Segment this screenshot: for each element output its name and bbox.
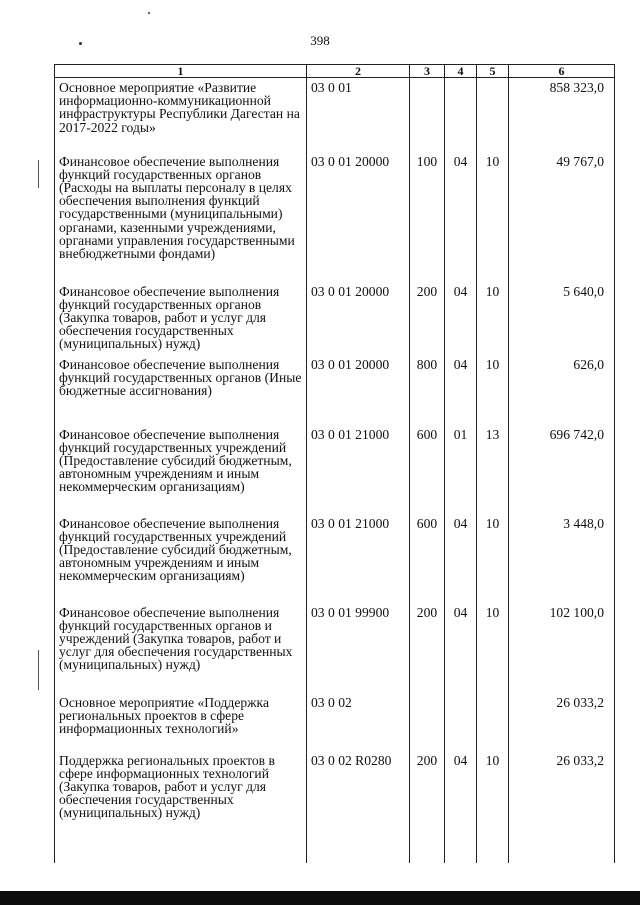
column-header-amount: 6 bbox=[509, 65, 615, 78]
column-header-pr: 5 bbox=[477, 65, 509, 78]
row-amount: 626,0 bbox=[509, 355, 615, 425]
row-section bbox=[445, 693, 477, 751]
table-row bbox=[55, 355, 615, 425]
row-amount: 5 640,0 bbox=[509, 282, 615, 355]
row-expense-type: 200 bbox=[410, 282, 445, 355]
row-section: 04 bbox=[445, 355, 477, 425]
row-subsection: 10 bbox=[477, 152, 509, 282]
row-amount: 696 742,0 bbox=[509, 425, 615, 514]
page-number: 398 bbox=[310, 33, 330, 48]
row-section: 04 bbox=[445, 282, 477, 355]
table-row bbox=[55, 425, 615, 514]
column-header-rz: 4 bbox=[445, 65, 477, 78]
row-code: 03 0 01 21000 bbox=[307, 425, 410, 514]
row-name: Финансовое обеспечение выполнения функций государственных учреждений (Предоставление субсидий бюджетным, автономным учреждениям и иным некоммерческим организациям) bbox=[55, 425, 307, 514]
row-expense-type bbox=[410, 693, 445, 751]
row-subsection bbox=[477, 693, 509, 751]
scan-margin-mark bbox=[38, 160, 39, 188]
row-section bbox=[445, 78, 477, 152]
row-expense-type: 100 bbox=[410, 152, 445, 282]
column-header-code: 2 bbox=[307, 65, 410, 78]
row-amount: 26 033,2 bbox=[509, 693, 615, 751]
table-row bbox=[55, 514, 615, 603]
row-name: Финансовое обеспечение выполнения функций государственных органов (Иные бюджетные ассигнования) bbox=[55, 355, 307, 425]
row-expense-type: 200 bbox=[410, 603, 445, 693]
row-amount: 49 767,0 bbox=[509, 152, 615, 282]
row-section: 04 bbox=[445, 152, 477, 282]
row-name: Финансовое обеспечение выполнения функций государственных органов (Закупка товаров, работ и услуг для обеспечения государственных (муниципальных) нужд) bbox=[55, 282, 307, 355]
row-section: 04 bbox=[445, 603, 477, 693]
scan-bottom-edge bbox=[0, 891, 640, 905]
row-subsection: 10 bbox=[477, 282, 509, 355]
column-header-name: 1 bbox=[55, 65, 307, 78]
row-subsection bbox=[477, 78, 509, 152]
row-section: 04 bbox=[445, 751, 477, 863]
row-subsection: 10 bbox=[477, 355, 509, 425]
row-code: 03 0 02 bbox=[307, 693, 410, 751]
row-subsection: 10 bbox=[477, 603, 509, 693]
row-expense-type: 600 bbox=[410, 514, 445, 603]
row-code: 03 0 01 20000 bbox=[307, 152, 410, 282]
row-subsection: 13 bbox=[477, 425, 509, 514]
row-section: 01 bbox=[445, 425, 477, 514]
scan-margin-mark bbox=[38, 650, 39, 690]
row-expense-type bbox=[410, 78, 445, 152]
row-name: Основное мероприятие «Развитие информационно-коммуникационной инфраструктуры Республики Дагестан на 2017-2022 годы» bbox=[55, 78, 307, 152]
table-header-row bbox=[55, 65, 615, 78]
row-section: 04 bbox=[445, 514, 477, 603]
table-row bbox=[55, 693, 615, 751]
scan-speck bbox=[79, 42, 82, 45]
table-row bbox=[55, 78, 615, 152]
row-expense-type: 800 bbox=[410, 355, 445, 425]
row-code: 03 0 01 21000 bbox=[307, 514, 410, 603]
row-name: Основное мероприятие «Поддержка региональных проектов в сфере информационных технологий» bbox=[55, 693, 307, 751]
row-code: 03 0 01 20000 bbox=[307, 355, 410, 425]
row-expense-type: 200 bbox=[410, 751, 445, 863]
budget-table bbox=[54, 64, 615, 863]
row-code: 03 0 01 20000 bbox=[307, 282, 410, 355]
column-header-vr: 3 bbox=[410, 65, 445, 78]
row-amount: 26 033,2 bbox=[509, 751, 615, 863]
row-name: Финансовое обеспечение выполнения функций государственных учреждений (Предоставление субсидий бюджетным, автономным учреждениям и иным некоммерческим организациям) bbox=[55, 514, 307, 603]
scan-speck bbox=[148, 12, 150, 14]
table-row bbox=[55, 751, 615, 863]
row-subsection: 10 bbox=[477, 514, 509, 603]
row-name: Финансовое обеспечение выполнения функций государственных органов и учреждений (Закупка товаров, работ и услуг для обеспечения государственных (муниципальных) нужд) bbox=[55, 603, 307, 693]
row-code: 03 0 01 99900 bbox=[307, 603, 410, 693]
row-amount: 858 323,0 bbox=[509, 78, 615, 152]
table-row bbox=[55, 603, 615, 693]
row-name: Финансовое обеспечение выполнения функций государственных органов (Расходы на выплаты персоналу в целях обеспечения выполнения функций государственными (муниципальными) органами, казенными учреждениями, органами управления государственными внебюджетными фондами) bbox=[55, 152, 307, 282]
row-subsection: 10 bbox=[477, 751, 509, 863]
row-amount: 3 448,0 bbox=[509, 514, 615, 603]
table-row bbox=[55, 152, 615, 282]
row-amount: 102 100,0 bbox=[509, 603, 615, 693]
row-code: 03 0 01 bbox=[307, 78, 410, 152]
table-row bbox=[55, 282, 615, 355]
row-code: 03 0 02 R0280 bbox=[307, 751, 410, 863]
row-name: Поддержка региональных проектов в сфере информационных технологий (Закупка товаров, работ и услуг для обеспечения государственных (муниципальных) нужд) bbox=[55, 751, 307, 863]
row-expense-type: 600 bbox=[410, 425, 445, 514]
